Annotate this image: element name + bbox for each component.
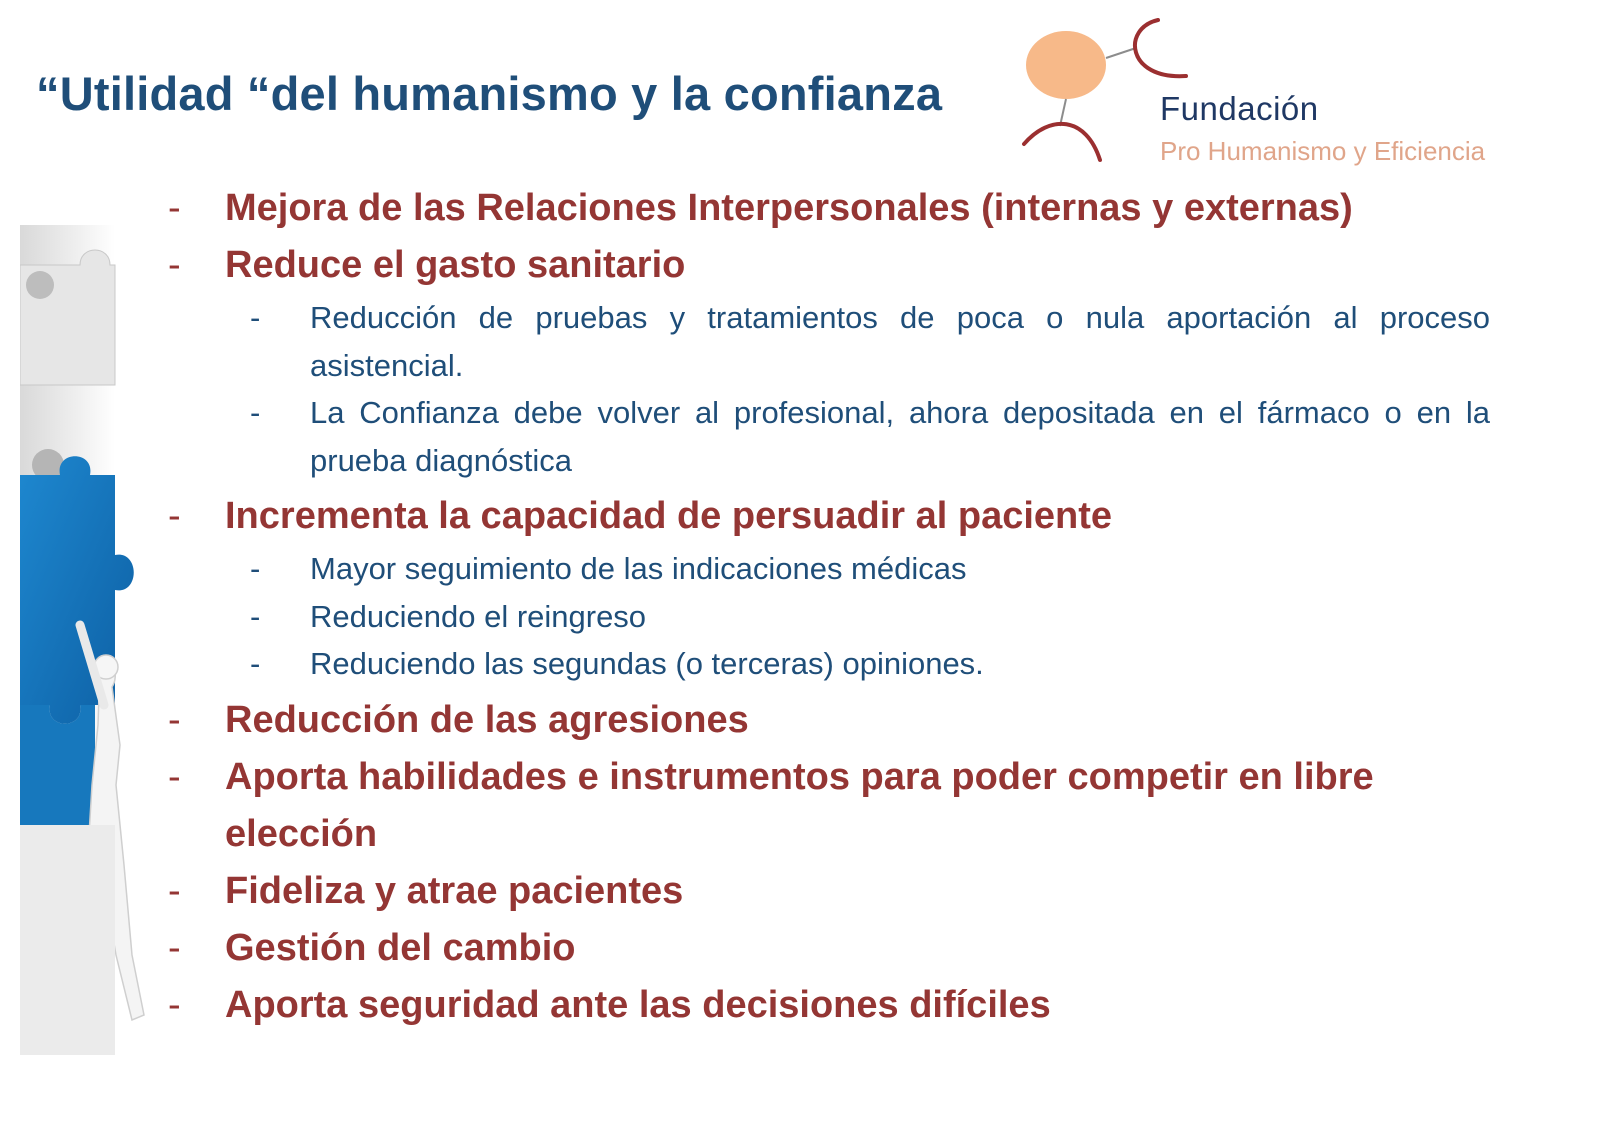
sub-bullet-marker: - — [250, 551, 261, 586]
sub-bullet-marker: - — [250, 395, 261, 430]
bullet-item — [160, 488, 1530, 545]
sub-bullet-text: La Confianza debe volver al profesional, ahora depositada en el fármaco o en la prueba diagnóstica — [310, 395, 1490, 478]
logo-tagline: Pro Humanismo y Eficiencia — [1160, 136, 1486, 166]
sub-bullet-list — [170, 294, 1490, 484]
bullet-marker: - — [168, 983, 181, 1026]
bullet-item — [160, 863, 1530, 920]
sub-bullet-text: Reduciendo las segundas (o terceras) opiniones. — [310, 646, 984, 681]
bullet-text: Aporta seguridad ante las decisiones difíciles — [225, 983, 1051, 1026]
bullet-text: Gestión del cambio — [225, 926, 576, 969]
bullet-list — [160, 180, 1530, 1034]
bullet-text: Reducción de las agresiones — [225, 698, 749, 741]
slide-title: “Utilidad “del humanismo y la confianza — [36, 67, 943, 120]
bullet-item — [160, 977, 1530, 1034]
fundacion-logo — [1020, 14, 1580, 174]
bullet-text: Aporta habilidades e instrumentos para poder competir en libre elección — [225, 755, 1374, 855]
sub-bullet-text: Mayor seguimiento de las indicaciones médicas — [310, 551, 967, 586]
bullet-marker: - — [168, 755, 181, 798]
sub-bullet-item — [240, 294, 1490, 389]
sub-bullet-marker: - — [250, 598, 261, 634]
bullet-marker: - — [168, 244, 181, 286]
sub-bullet-group — [160, 545, 1530, 688]
bullet-marker: - — [168, 926, 181, 969]
bullet-text: Mejora de las Relaciones Interpersonales (internas y externas) — [225, 187, 1353, 229]
bullet-item — [160, 180, 1530, 237]
sub-bullet-text: Reduciendo el reingreso — [310, 598, 647, 634]
bullet-item — [160, 237, 1530, 294]
bullet-item — [160, 692, 1530, 749]
bullet-text: Fideliza y atrae pacientes — [225, 869, 684, 912]
bullet-marker: - — [168, 869, 181, 912]
sub-bullet-marker: - — [250, 646, 261, 681]
bullet-marker: - — [168, 698, 181, 741]
bullet-content — [160, 180, 1530, 1034]
bullet-text: Incrementa la capacidad de persuadir al paciente — [225, 495, 1113, 537]
bullet-item — [160, 920, 1530, 977]
sub-bullet-marker: - — [250, 300, 261, 335]
sub-bullet-text: Reducción de pruebas y tratamientos de poca o nula aportación al proceso asistencial. — [310, 300, 1490, 383]
logo-name: Fundación — [1160, 90, 1319, 127]
sub-bullet-list — [170, 545, 1490, 688]
sub-bullet-item — [240, 593, 1490, 641]
bullet-text: Reduce el gasto sanitario — [225, 244, 686, 286]
puzzle-figure-image — [20, 225, 160, 1055]
bullet-marker: - — [168, 187, 181, 229]
sub-bullet-group — [160, 294, 1530, 484]
sub-bullet-item — [240, 640, 1490, 688]
sub-bullet-item — [240, 545, 1490, 593]
bullet-marker: - — [168, 495, 181, 537]
bullet-item — [160, 749, 1530, 863]
sub-bullet-item — [240, 389, 1490, 484]
